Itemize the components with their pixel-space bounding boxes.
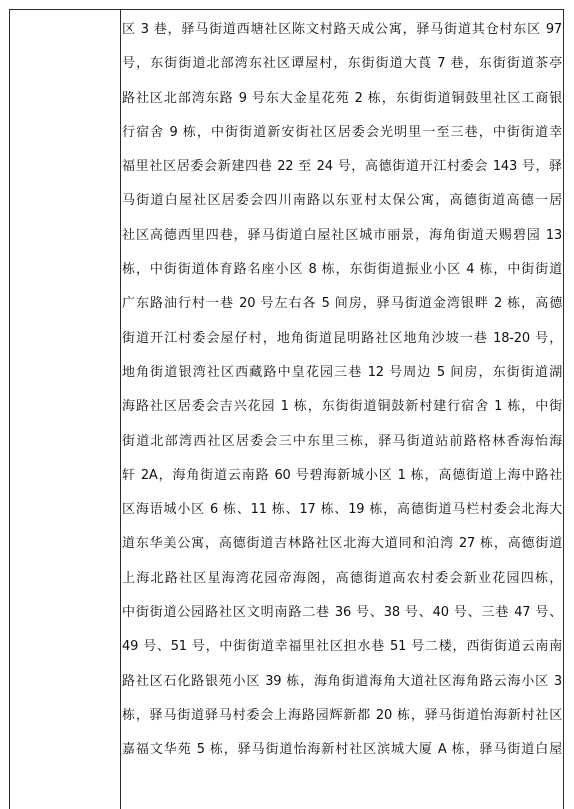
text-line: 马街道白屋社区居委会四川南路以东亚村太保公寓，高德街道高德一居	[122, 193, 562, 209]
text-line: 区海语城小区 6 栋、11 栋、17 栋、19 栋，高德街道马栏村委会北海大	[122, 502, 562, 518]
text-line: 海路社区居委会吉兴花园 1 栋，东街街道铜鼓新村建行宿舍 1 栋，中街	[122, 399, 562, 415]
text-line: 地角街道银湾社区西藏路中皇花园三巷 12 号周边 5 间房，东街街道湖	[122, 364, 562, 380]
text-line: 号，东街街道北部湾东社区谭屋村，东街街道大莨 7 巷，东街街道茶亭	[122, 56, 562, 72]
text-line: 福里社区居委会新建四巷 22 至 24 号，高德街道开江村委会 143 号，驿	[122, 159, 562, 175]
table-frame	[9, 9, 564, 809]
column-divider	[120, 10, 121, 809]
text-line: 街道北部湾西社区居委会三中东里三栋，驿马街道站前路格林香海怡海	[122, 433, 562, 449]
text-line: 49 号、51 号，中街街道幸福里社区担水巷 51 号二楼，西街街道云南南	[122, 639, 562, 655]
text-line: 嘉福文华苑 5 栋，驿马街道怡海新村社区滨城大厦 A 栋，驿马街道白屋	[122, 742, 562, 758]
table-left-cell	[10, 10, 120, 809]
text-line: 上海北路社区星海湾花园帝海阁，高德街道高农村委会新业花园四栋，	[122, 570, 562, 586]
text-line: 路社区石化路银苑小区 39 栋，海角街道海角大道社区海角路云海小区 3	[122, 673, 562, 689]
text-line: 轩 2A，海角街道云南路 60 号碧海新城小区 1 栋，高德街道上海中路社	[122, 467, 562, 483]
text-line: 街道开江村委会屋仔村，地角街道昆明路社区地角沙坡一巷 18-20 号，	[122, 330, 562, 346]
text-line: 行宿舍 9 栋，中街街道新安街社区居委会光明里一至三巷，中街街道幸	[122, 124, 562, 140]
text-line: 栋，驿马街道驿马村委会上海路园辉新都 20 栋，驿马街道怡海新村社区	[122, 707, 562, 723]
text-line: 区 3 巷，驿马街道西塘社区陈文村路天成公寓，驿马街道其仓村东区 97	[122, 22, 562, 37]
text-line: 道东华美公寓，高德街道吉林路社区北海大道同和泊湾 27 栋，高德街道	[122, 536, 562, 552]
address-text-cell	[122, 13, 562, 768]
text-line: 路社区北部湾东路 9 号东大金星花苑 2 栋，东街街道铜鼓里社区工商银	[122, 90, 562, 106]
text-line: 广东路油行村一巷 20 号左右各 5 间房，驿马街道金湾银畔 2 栋，高德	[122, 296, 562, 312]
text-line: 中街街道公园路社区文明南路二巷 36 号、38 号、40 号、三巷 47 号、	[122, 605, 562, 621]
text-line: 栋，中街街道体育路名座小区 8 栋，东街街道振业小区 4 栋，中街街道	[122, 262, 562, 278]
text-line: 社区高德西里四巷，驿马街道白屋社区城市丽景，海角街道天赐碧园 13	[122, 227, 562, 243]
